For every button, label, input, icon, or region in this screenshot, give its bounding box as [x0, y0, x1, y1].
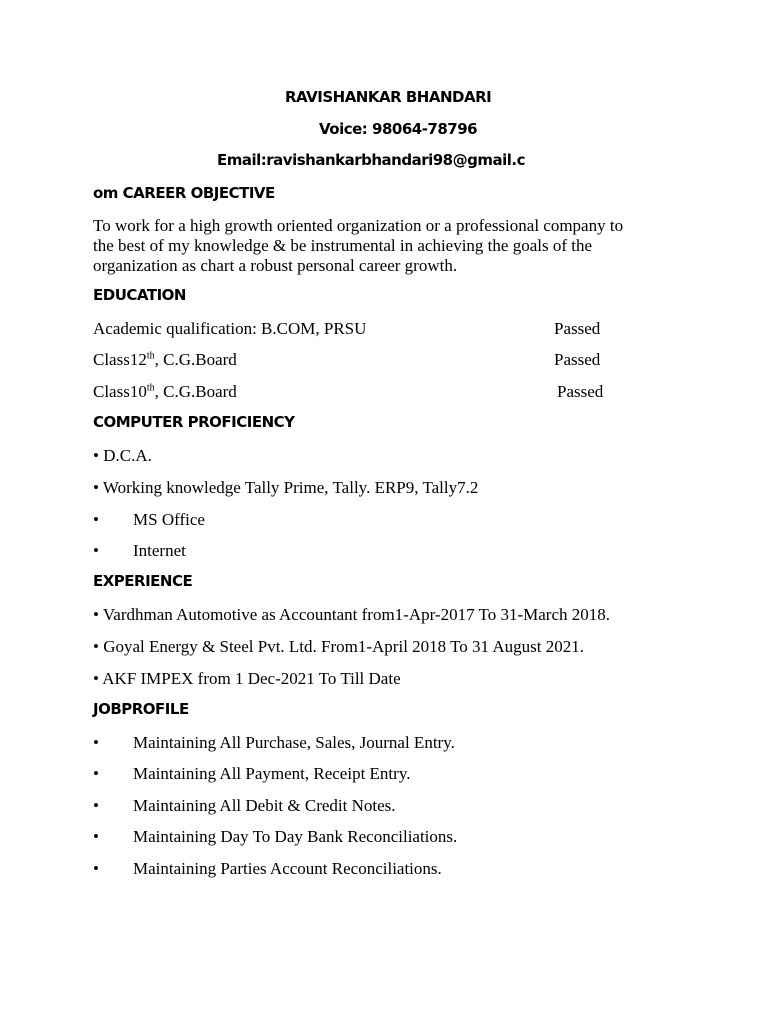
education-status: Passed — [554, 350, 601, 369]
proficiency-item: • Working knowledge Tally Prime, Tally. ERP9, Tally7.2 — [93, 478, 479, 497]
proficiency-item: MS Office — [133, 510, 205, 529]
job-profile-heading: JOBPROFILE — [93, 700, 189, 718]
qualification-board: , C.G.Board — [154, 382, 237, 401]
experience-item: • Goyal Energy & Steel Pvt. Ltd. From1-April 2018 To 31 August 2021. — [93, 637, 584, 656]
education-qualification — [93, 320, 366, 337]
experience-heading: EXPERIENCE — [93, 572, 193, 590]
voice-contact: Voice: 98064-78796 — [319, 120, 478, 138]
proficiency-item: Internet — [133, 541, 186, 560]
career-objective-line: the best of my knowledge & be instrumental in achieving the goals of the — [93, 236, 593, 255]
bullet-glyph: • — [93, 764, 99, 783]
education-heading: EDUCATION — [93, 286, 186, 304]
job-profile-item: Maintaining Parties Account Reconciliations. — [133, 859, 442, 878]
bullet-glyph: • — [93, 859, 99, 878]
computer-proficiency-heading: COMPUTER PROFICIENCY — [93, 413, 295, 431]
qualification-name: Class12 — [93, 350, 147, 369]
job-profile-item: Maintaining Day To Day Bank Reconciliations. — [133, 827, 458, 846]
ordinal-suffix: th — [146, 382, 155, 394]
bullet-glyph: • — [93, 541, 99, 560]
education-qualification — [93, 383, 237, 400]
proficiency-item: • D.C.A. — [93, 446, 152, 465]
candidate-name: RAVISHANKAR BHANDARI — [285, 88, 492, 106]
job-profile-item: Maintaining All Payment, Receipt Entry. — [133, 764, 411, 783]
career-objective-line: organization as chart a robust personal career growth. — [93, 256, 458, 275]
ordinal-suffix: th — [146, 350, 155, 362]
experience-item: • AKF IMPEX from 1 Dec-2021 To Till Date — [93, 669, 401, 688]
job-profile-item: Maintaining All Debit & Credit Notes. — [133, 796, 396, 815]
bullet-glyph: • — [93, 796, 99, 815]
qualification-board: , C.G.Board — [154, 350, 237, 369]
bullet-glyph: • — [93, 827, 99, 846]
email-contact: Email:ravishankarbhandari98@gmail.c — [217, 151, 525, 169]
bullet-glyph: • — [93, 733, 99, 752]
career-objective-line: To work for a high growth oriented organization or a professional company to — [93, 216, 624, 235]
bullet-glyph: • — [93, 510, 99, 529]
qualification-name: Academic qualification: B.COM, PRSU — [93, 319, 367, 338]
qualification-name: Class10 — [93, 382, 147, 401]
career-objective-heading: om CAREER OBJECTIVE — [93, 184, 275, 202]
education-qualification — [93, 351, 237, 368]
experience-item: • Vardhman Automotive as Accountant from1-Apr-2017 To 31-March 2018. — [93, 605, 611, 624]
education-status: Passed — [554, 319, 601, 338]
job-profile-item: Maintaining All Purchase, Sales, Journal Entry. — [133, 733, 455, 752]
education-status: Passed — [557, 382, 604, 401]
